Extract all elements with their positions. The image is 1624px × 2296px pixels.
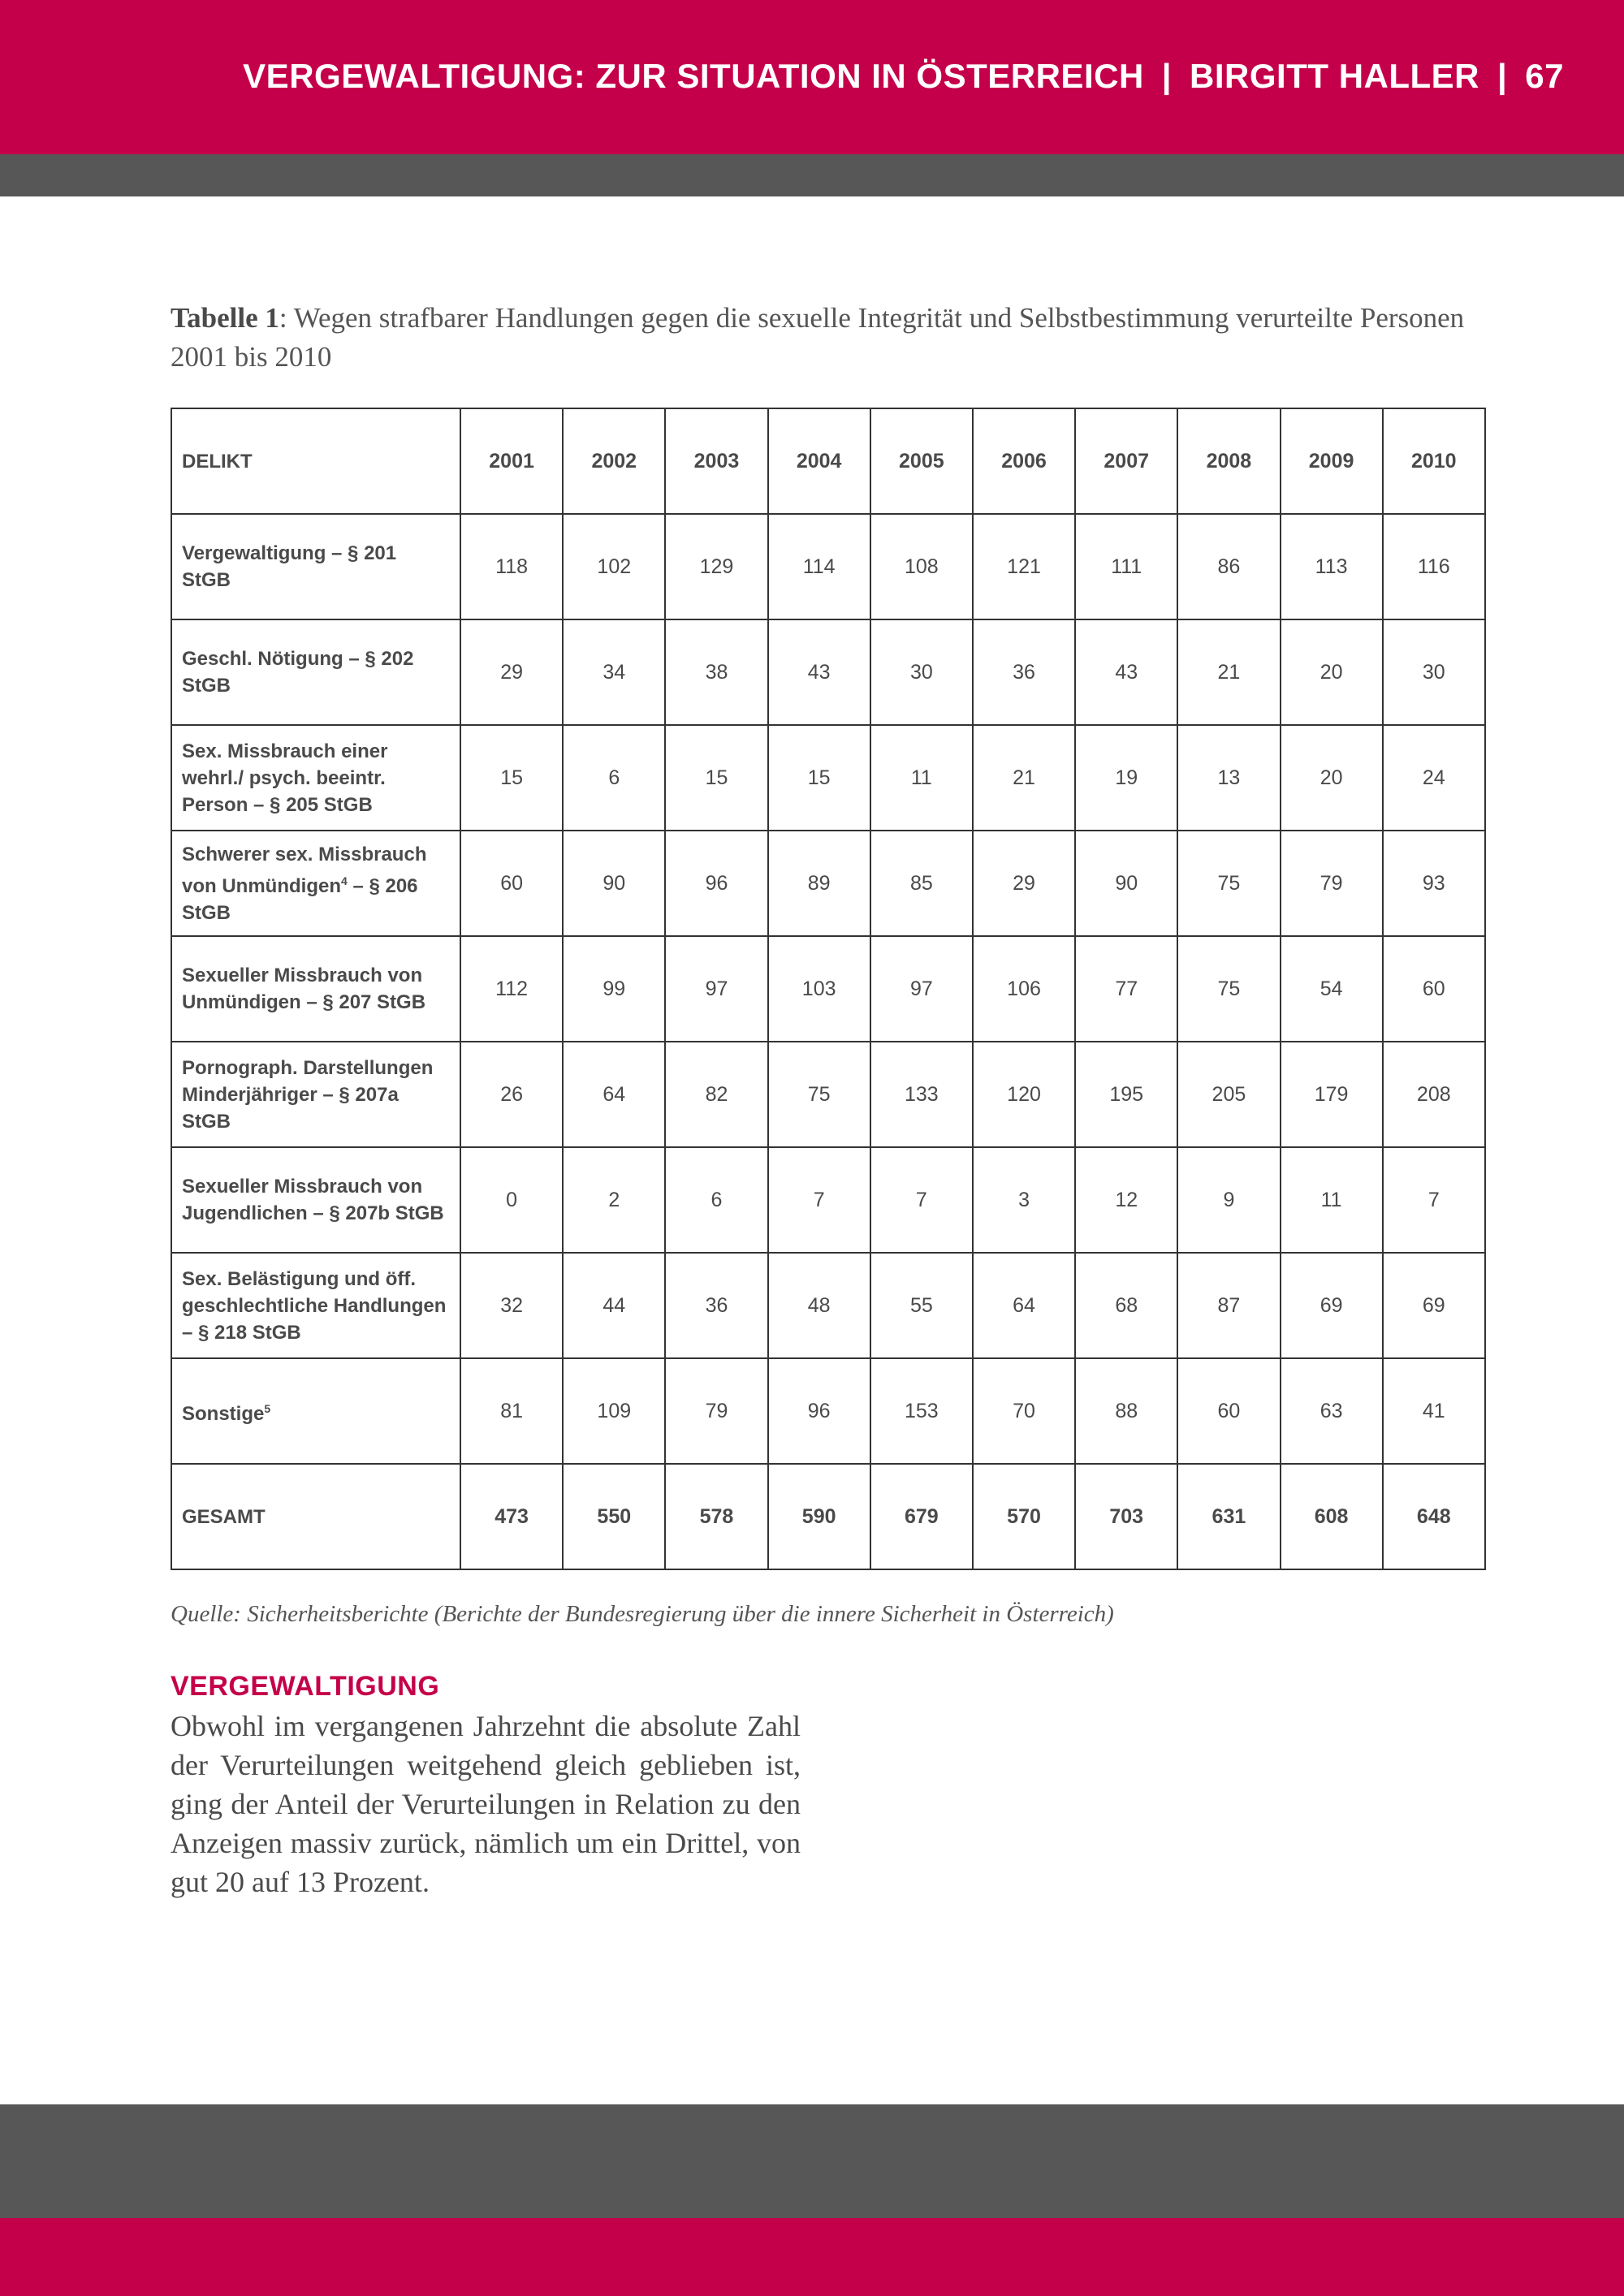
- row-label: [171, 1358, 460, 1464]
- table-cell: 36: [665, 1253, 767, 1358]
- table-cell: 30: [1383, 619, 1485, 725]
- table-row: [171, 514, 1485, 619]
- footnote-marker: 4: [340, 874, 348, 887]
- table-cell: 7: [768, 1147, 870, 1253]
- total-cell: 590: [768, 1464, 870, 1569]
- table-cell: 205: [1177, 1042, 1280, 1147]
- table-row: [171, 1358, 1485, 1464]
- table-cell: 20: [1281, 725, 1383, 831]
- table-cell: 113: [1281, 514, 1383, 619]
- table-row: [171, 1042, 1485, 1147]
- table-cell: 48: [768, 1253, 870, 1358]
- table-cell: 90: [1075, 831, 1177, 936]
- table-cell: 75: [1177, 936, 1280, 1042]
- table-cell: 24: [1383, 725, 1485, 831]
- table-cell: 70: [973, 1358, 1075, 1464]
- table-cell: 112: [460, 936, 563, 1042]
- column-header-year: 2008: [1177, 408, 1280, 514]
- column-header-year: 2010: [1383, 408, 1485, 514]
- header-separator: |: [1161, 57, 1173, 95]
- row-label: Geschl. Nötigung – § 202 StGB: [171, 619, 460, 725]
- table-cell: 97: [665, 936, 767, 1042]
- column-header-year: 2005: [870, 408, 973, 514]
- table-cell: 69: [1383, 1253, 1485, 1358]
- table-cell: 120: [973, 1042, 1075, 1147]
- table-cell: 41: [1383, 1358, 1485, 1464]
- total-cell: 631: [1177, 1464, 1280, 1569]
- table-cell: 79: [1281, 831, 1383, 936]
- footnote-marker: 5: [264, 1401, 271, 1415]
- table-cell: 111: [1075, 514, 1177, 619]
- total-cell: 648: [1383, 1464, 1485, 1569]
- table-row: [171, 936, 1485, 1042]
- table-cell: 38: [665, 619, 767, 725]
- caption-text: : Wegen strafbarer Handlungen gegen die sexuelle Integrität und Selbstbestimmung verurteilte Personen 2001 bis 2010: [171, 302, 1465, 373]
- table-cell: 87: [1177, 1253, 1280, 1358]
- row-label: Sex. Belästigung und öff. geschlechtliche Handlungen – § 218 StGB: [171, 1253, 460, 1358]
- table-cell: 179: [1281, 1042, 1383, 1147]
- body-paragraph: Obwohl im vergangenen Jahrzehnt die absolute Zahl der Verurteilungen weitgehend gleich geblieben ist, ging der Anteil der Verurteilungen in Relation zu den Anzeigen massiv zurück, nämlich um ein Drittel, von gut 20 auf 13 Prozent.: [171, 1710, 801, 1898]
- table-cell: 133: [870, 1042, 973, 1147]
- table-cell: 6: [563, 725, 665, 831]
- table-cell: 75: [768, 1042, 870, 1147]
- footer-band: [0, 2218, 1624, 2296]
- table-cell: 29: [973, 831, 1075, 936]
- table-cell: 26: [460, 1042, 563, 1147]
- table-cell: 96: [768, 1358, 870, 1464]
- table-cell: 19: [1075, 725, 1177, 831]
- table-row: [171, 725, 1485, 831]
- row-label-text: Schwerer sex. Missbrauch von Unmündigen: [182, 843, 427, 897]
- table-cell: 93: [1383, 831, 1485, 936]
- table-cell: 43: [1075, 619, 1177, 725]
- table-cell: 34: [563, 619, 665, 725]
- table-cell: 109: [563, 1358, 665, 1464]
- row-label: Sexueller Missbrauch von Unmündigen – § 207 StGB: [171, 936, 460, 1042]
- table-cell: 108: [870, 514, 973, 619]
- running-header: [243, 57, 1564, 96]
- table-cell: 3: [973, 1147, 1075, 1253]
- table-cell: 43: [768, 619, 870, 725]
- header-separator: |: [1497, 57, 1508, 95]
- table-cell: 99: [563, 936, 665, 1042]
- table-source-note: Quelle: Sicherheitsberichte (Berichte der Bundesregierung über die innere Sicherheit in Österreich): [171, 1601, 1114, 1627]
- table-cell: 97: [870, 936, 973, 1042]
- column-header-year: 2009: [1281, 408, 1383, 514]
- table-cell: 118: [460, 514, 563, 619]
- table-cell: 60: [1383, 936, 1485, 1042]
- table-cell: 30: [870, 619, 973, 725]
- footer-gray-band: [0, 2104, 1624, 2218]
- data-table: [171, 408, 1486, 1570]
- header-gray-band: [0, 154, 1624, 196]
- section-heading: VERGEWALTIGUNG: [171, 1671, 440, 1702]
- table-total-row: [171, 1464, 1485, 1569]
- table-cell: 55: [870, 1253, 973, 1358]
- table-cell: 64: [973, 1253, 1075, 1358]
- row-label-text: – § 206 StGB: [182, 874, 418, 924]
- total-cell: 570: [973, 1464, 1075, 1569]
- column-header-delikt: DELIKT: [171, 408, 460, 514]
- table-cell: 21: [1177, 619, 1280, 725]
- total-cell: 679: [870, 1464, 973, 1569]
- table-cell: 79: [665, 1358, 767, 1464]
- table-row: [171, 831, 1485, 936]
- total-cell: 550: [563, 1464, 665, 1569]
- column-header-year: 2004: [768, 408, 870, 514]
- table-cell: 15: [768, 725, 870, 831]
- table-cell: 82: [665, 1042, 767, 1147]
- table-cell: 153: [870, 1358, 973, 1464]
- table-row: [171, 1147, 1485, 1253]
- table-cell: 54: [1281, 936, 1383, 1042]
- table-cell: 7: [1383, 1147, 1485, 1253]
- table-cell: 32: [460, 1253, 563, 1358]
- header-author: BIRGITT HALLER: [1190, 57, 1480, 95]
- row-label-text: Sonstige: [182, 1402, 265, 1425]
- table-cell: 12: [1075, 1147, 1177, 1253]
- table-cell: 7: [870, 1147, 973, 1253]
- table-cell: 106: [973, 936, 1075, 1042]
- table-cell: 114: [768, 514, 870, 619]
- table-cell: 103: [768, 936, 870, 1042]
- total-label: GESAMT: [171, 1464, 460, 1569]
- table-cell: 44: [563, 1253, 665, 1358]
- table-cell: 208: [1383, 1042, 1485, 1147]
- table-cell: 2: [563, 1147, 665, 1253]
- table-cell: 29: [460, 619, 563, 725]
- table-cell: 6: [665, 1147, 767, 1253]
- table-cell: 116: [1383, 514, 1485, 619]
- table-row: [171, 619, 1485, 725]
- table-cell: 75: [1177, 831, 1280, 936]
- table-cell: 15: [460, 725, 563, 831]
- column-header-year: 2007: [1075, 408, 1177, 514]
- table-cell: 90: [563, 831, 665, 936]
- page-number: 67: [1525, 57, 1564, 95]
- table-cell: 20: [1281, 619, 1383, 725]
- table-cell: 85: [870, 831, 973, 936]
- table-header-row: [171, 408, 1485, 514]
- table-cell: 129: [665, 514, 767, 619]
- table-cell: 0: [460, 1147, 563, 1253]
- column-header-year: 2003: [665, 408, 767, 514]
- table-cell: 77: [1075, 936, 1177, 1042]
- table-cell: 63: [1281, 1358, 1383, 1464]
- table-cell: 11: [1281, 1147, 1383, 1253]
- row-label: Pornograph. Darstellungen Minderjähriger – § 207a StGB: [171, 1042, 460, 1147]
- table-cell: 36: [973, 619, 1075, 725]
- table-cell: 121: [973, 514, 1075, 619]
- table-cell: 102: [563, 514, 665, 619]
- column-header-year: 2006: [973, 408, 1075, 514]
- table-cell: 81: [460, 1358, 563, 1464]
- table-row: [171, 1253, 1485, 1358]
- table-cell: 60: [1177, 1358, 1280, 1464]
- table-cell: 68: [1075, 1253, 1177, 1358]
- header-title: VERGEWALTIGUNG: ZUR SITUATION IN ÖSTERREICH: [243, 57, 1144, 95]
- row-label: [171, 831, 460, 936]
- row-label: Sexueller Missbrauch von Jugendlichen – § 207b StGB: [171, 1147, 460, 1253]
- table-cell: 195: [1075, 1042, 1177, 1147]
- row-label: Sex. Missbrauch einer wehrl./ psych. beeintr. Person – § 205 StGB: [171, 725, 460, 831]
- table-cell: 86: [1177, 514, 1280, 619]
- column-header-year: 2001: [460, 408, 563, 514]
- total-cell: 473: [460, 1464, 563, 1569]
- table-cell: 64: [563, 1042, 665, 1147]
- table-caption: [171, 299, 1486, 377]
- table-cell: 15: [665, 725, 767, 831]
- table-cell: 89: [768, 831, 870, 936]
- table-cell: 13: [1177, 725, 1280, 831]
- table-cell: 69: [1281, 1253, 1383, 1358]
- table-cell: 96: [665, 831, 767, 936]
- total-cell: 608: [1281, 1464, 1383, 1569]
- caption-label: Tabelle 1: [171, 302, 279, 334]
- table-cell: 60: [460, 831, 563, 936]
- table-cell: 11: [870, 725, 973, 831]
- column-header-year: 2002: [563, 408, 665, 514]
- table-cell: 9: [1177, 1147, 1280, 1253]
- row-label: Vergewaltigung – § 201 StGB: [171, 514, 460, 619]
- table-cell: 21: [973, 725, 1075, 831]
- total-cell: 578: [665, 1464, 767, 1569]
- total-cell: 703: [1075, 1464, 1177, 1569]
- table-cell: 88: [1075, 1358, 1177, 1464]
